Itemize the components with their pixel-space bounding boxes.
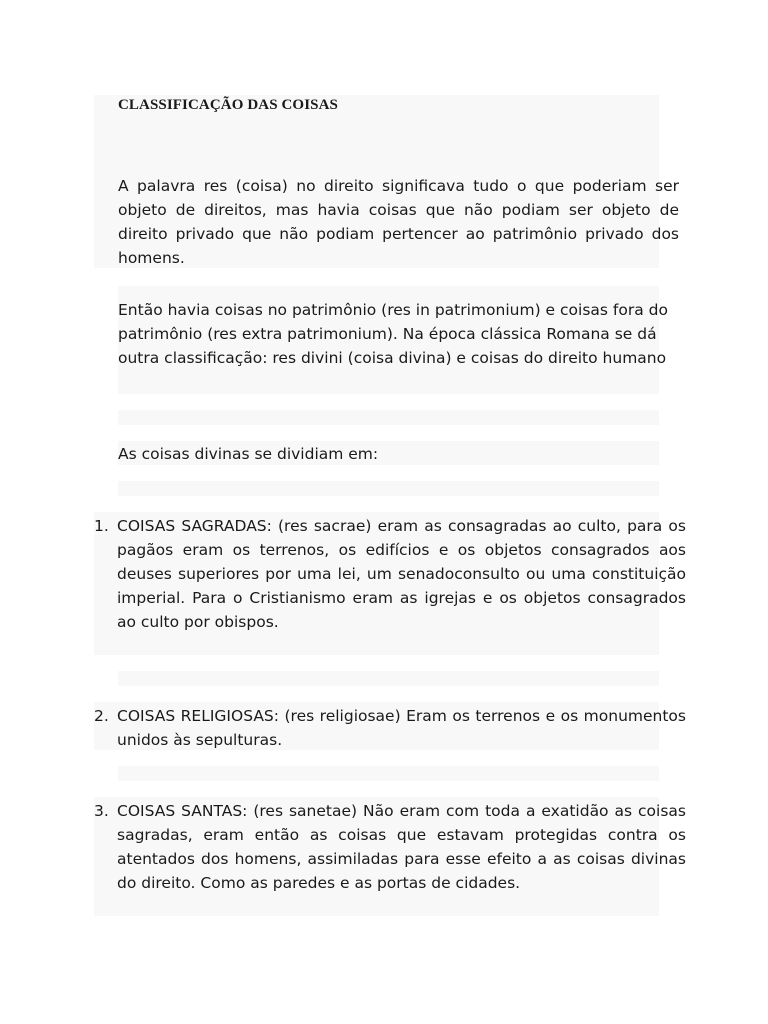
paragraph-3: As coisas divinas se dividiam em: (118, 445, 379, 463)
list-item-number: 1. (94, 517, 109, 535)
list-item-text: COISAS RELIGIOSAS: (res religiosae) Eram os terrenos e os monumentos unidos às sepulturas. (117, 707, 686, 749)
spacer-band (118, 766, 659, 781)
spacer-band (118, 410, 659, 425)
paragraph-1: A palavra res (coisa) no direito significava tudo o que poderiam ser objeto de direitos, mas havia coisas que não podiam ser objeto de direito privado que não podiam pertencer ao patrimônio privado dos homens. (118, 177, 679, 267)
list-item-text: COISAS SANTAS: (res sanetae) Não eram com toda a exatidão as coisas sagradas, eram então as coisas que estavam protegidas contra os atentados dos homens, assimiladas para esse efeito a as coisas divinas do direito. Como as paredes e as portas de cidades. (117, 802, 686, 892)
list-item (94, 704, 686, 752)
list-item-number: 2. (94, 707, 109, 725)
spacer-band (118, 481, 659, 496)
list-item (94, 799, 686, 895)
list-item-number: 3. (94, 802, 109, 820)
spacer-band (118, 671, 659, 686)
list-item (94, 514, 686, 634)
paragraph-2: Então havia coisas no patrimônio (res in patrimonium) e coisas fora do patrimônio (res extra patrimonium). Na época clássica Romana se dá outra classificação: res divini (coisa divina) e coisas do direito humano (118, 301, 668, 367)
document-title: CLASSIFICAÇÃO DAS COISAS (118, 97, 338, 113)
list-item-text: COISAS SAGRADAS: (res sacrae) eram as consagradas ao culto, para os pagãos eram os terrenos, os edifícios e os objetos consagrados aos deuses superiores por uma lei, um senadoconsulto ou uma constituição imperial. Para o Cristianismo eram as igrejas e os objetos consagrados ao culto por obispos. (117, 517, 686, 631)
